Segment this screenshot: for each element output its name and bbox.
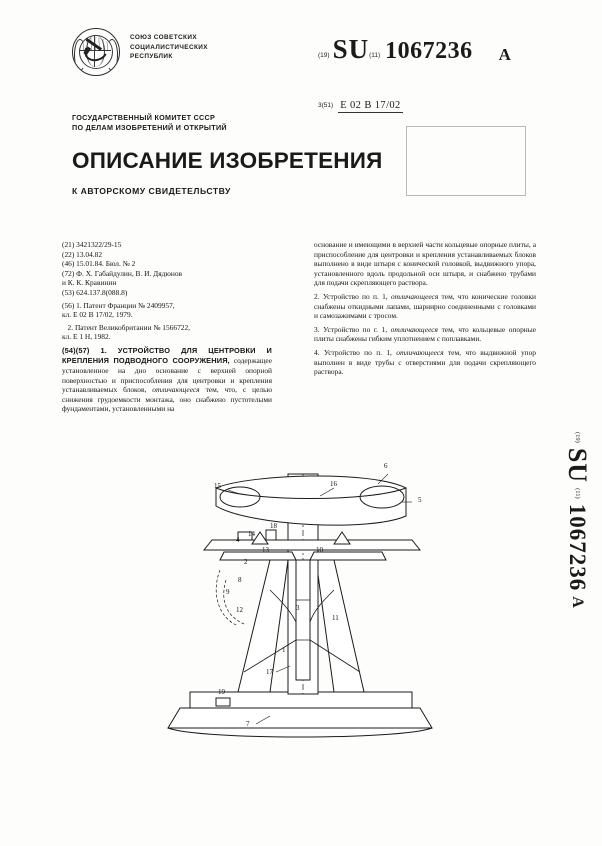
- stamp-placeholder-box: [406, 126, 526, 196]
- drawing-label: 11: [332, 614, 339, 622]
- abstract-heading: (54)(57) 1. УСТРОЙСТВО ДЛЯ ЦЕНТРОВКИ И КРЕПЛЕНИЯ ПОДВОДНОГО СООРУЖЕНИЯ,: [62, 345, 272, 365]
- bib-line: (56) 1. Патент Франции № 2409957,: [62, 300, 175, 310]
- claim-text-3: тем, что кольцевые опорные плиты снабжены гибким уплотнением с поплавками.: [314, 324, 536, 344]
- abstract-body-2: тем, что, с целью снижения грудоемкости монтажа, оно снабжено пустотелыми фундаментами, установленными на: [62, 385, 272, 414]
- org-line-2: СОЦИАЛИСТИЧЕСКИХ: [130, 43, 208, 51]
- abstract-body-1: содержащее установленное на дно основание с верхней опорной поверхностью и приспособления для центровки и крепления устанавливаемых блоков,: [62, 355, 272, 395]
- side-country-code: SU: [563, 447, 592, 484]
- document-kind: A: [498, 45, 511, 64]
- claim-number-4: 4. Устройство по п. 1,: [314, 347, 397, 357]
- drawing-label: 19: [218, 688, 225, 696]
- drawing-label: 13: [262, 546, 269, 554]
- drawing-label: 5: [418, 496, 422, 504]
- committee-line-1: ГОСУДАРСТВЕННЫЙ КОМИТЕТ СССР: [72, 113, 216, 122]
- drawing-label: 18: [270, 522, 277, 530]
- claim-continuation: основание и имеющими в верхней части кольцевые опорные плиты, а приспособление для центровки и крепления устанавливаемых блоков выполнено в виде штыря с конической головкой, выдвижного упора, установленного вдоль продольной оси штыря, и снабжено трубами для подачи скрепляющего раствора.: [314, 240, 536, 288]
- page-subtitle: К АВТОРСКОМУ СВИДЕТЕЛЬСТВУ: [72, 186, 231, 196]
- bib-line: (72) Ф. Х. Габайдулин, В. И. Дядюнов: [62, 268, 183, 278]
- doc-type-tag: (11): [369, 52, 381, 59]
- drawing-label: 12: [236, 606, 243, 614]
- claim-item: [314, 325, 536, 344]
- organization-name: [130, 33, 208, 62]
- drawing-label: 3: [296, 604, 300, 612]
- technical-drawing: [120, 440, 480, 750]
- drawing-label: 10: [316, 546, 323, 554]
- drawing-label: 4: [236, 536, 240, 544]
- side-document-kind: A: [569, 596, 586, 609]
- bib-line: кл. Е 1 Н, 1982.: [62, 332, 111, 342]
- claim-item: [314, 292, 536, 321]
- bib-line: кл. Е 02 В 17/02, 1979.: [62, 310, 133, 320]
- claim-text-2: тем, что конические головки снабжены откидными лапами, шарнирно соединенными с головками и самозажимами с тросом.: [314, 291, 536, 321]
- ipc-tag: 3(51): [318, 102, 334, 109]
- claim-number-3: 3. Устройство по г. 1,: [314, 324, 391, 334]
- drawing-label: 15: [214, 482, 221, 490]
- document-number-row: [318, 36, 511, 63]
- drawing-label: 6: [384, 462, 388, 470]
- side-document-marker: [552, 432, 592, 762]
- document-number: 1067236: [385, 38, 473, 64]
- page-title: ОПИСАНИЕ ИЗОБРЕТЕНИЯ: [72, 148, 383, 173]
- drawing-label: 17: [266, 668, 273, 676]
- claim-italic-2: отличающееся: [390, 291, 439, 301]
- side-tag-19: (19): [574, 432, 581, 443]
- org-line-3: РЕСПУБЛИК: [130, 53, 173, 60]
- claim-italic-3: отличающееся: [390, 324, 438, 334]
- committee-name: [72, 113, 227, 133]
- claim-item: [314, 348, 536, 377]
- ipc-code: Е 02 В 17/02: [340, 100, 401, 111]
- bib-line: (53) 624.137.8(088.8): [62, 287, 128, 297]
- drawing-label: 8: [238, 576, 242, 584]
- country-code-tag: (19): [318, 52, 330, 59]
- bib-line: (22) 13.04.82: [62, 249, 103, 259]
- drawing-label: 9: [226, 588, 230, 596]
- org-line-1: СОЮЗ СОВЕТСКИХ: [130, 34, 197, 41]
- claim-italic-4: отличающееся: [396, 347, 444, 357]
- bib-line: и К. К. Кравинин: [62, 278, 117, 288]
- ipc-classification-row: [318, 100, 403, 113]
- drawing-label: 2: [244, 558, 248, 566]
- left-column: [62, 240, 272, 414]
- bib-line: (46) 15.01.84. Бюл. № 2: [62, 259, 136, 269]
- soviet-state-emblem-icon: [72, 28, 120, 76]
- bib-line: 2. Патент Великобритании № 1566722,: [62, 322, 191, 332]
- drawing-label: 16: [330, 480, 337, 488]
- right-column: [314, 240, 536, 377]
- abstract-italic-1: отличающееся: [152, 385, 200, 395]
- claim-number-2: 2. Устройство по п. 1,: [314, 291, 391, 301]
- side-tag-11: (11): [574, 488, 581, 499]
- drawing-label: 14: [248, 530, 255, 538]
- abstract-paragraph: [62, 346, 272, 414]
- committee-line-2: ПО ДЕЛАМ ИЗОБРЕТЕНИЙ И ОТКРЫТИЙ: [72, 123, 227, 132]
- claim-text-4: тем, что выдвижной упор выполнен в виде трубы с отверстиями для подачи скрепляющего раствора.: [314, 347, 536, 377]
- bib-line: (21) 3421322/29-15: [62, 240, 122, 249]
- drawing-label: 1: [282, 646, 286, 654]
- side-document-number: 1067236: [565, 503, 590, 592]
- drawing-label: 7: [246, 720, 250, 728]
- country-code: SU: [332, 34, 370, 64]
